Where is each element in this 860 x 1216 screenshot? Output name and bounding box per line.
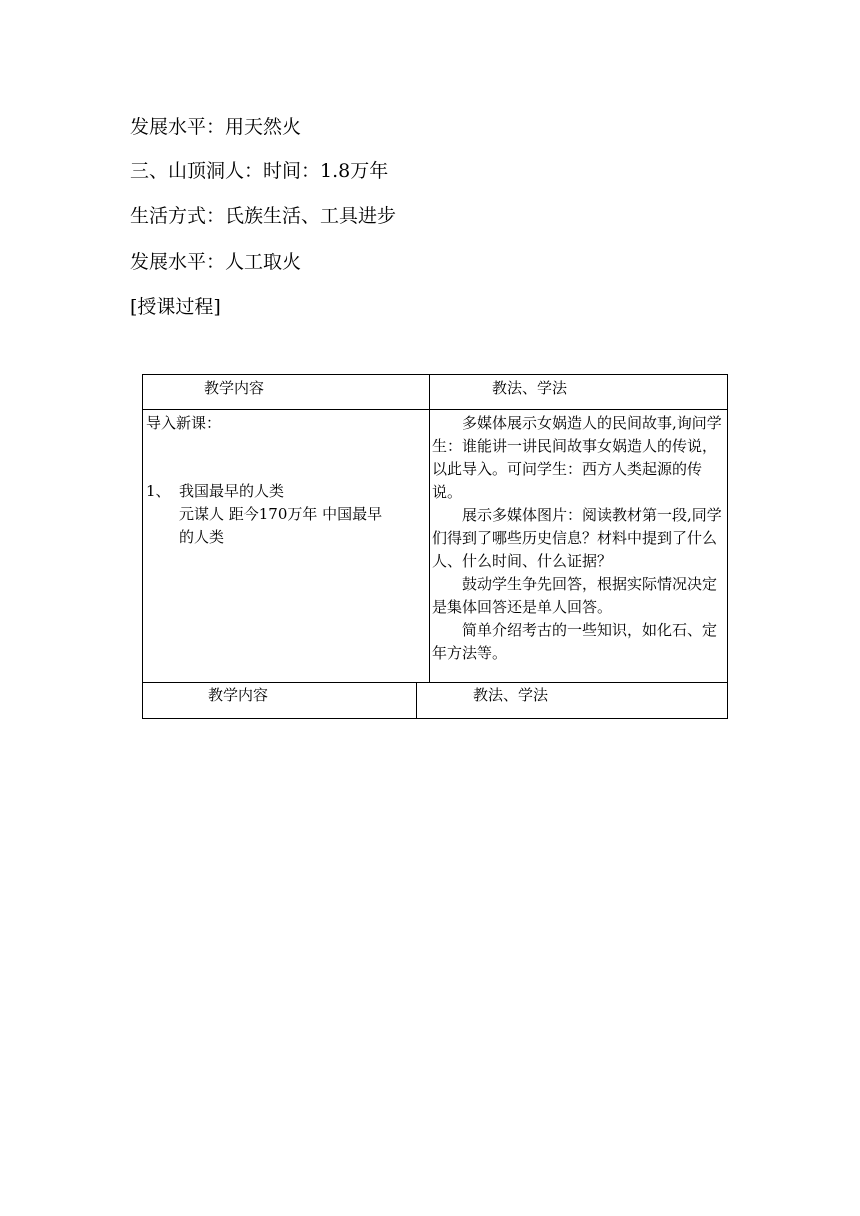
footer-teaching-methods: 教法、学法 bbox=[473, 686, 549, 704]
table-border-right bbox=[727, 374, 728, 719]
table-border-header-bottom bbox=[142, 409, 728, 410]
header-teaching-methods: 教法、学法 bbox=[492, 379, 568, 397]
item-title: 我国最早的人类 bbox=[179, 482, 285, 500]
table-border-row1-bottom bbox=[142, 682, 728, 683]
section-heading-teaching-process: [授课过程] bbox=[130, 296, 221, 318]
body-line-upper-cave-man: 三、山顶洞人：时间：1.8万年 bbox=[130, 160, 389, 182]
header-teaching-content: 教学内容 bbox=[204, 379, 265, 397]
table-divider-lower bbox=[416, 682, 417, 719]
item-number: 1、 bbox=[146, 482, 171, 500]
table-border-bottom bbox=[142, 718, 728, 719]
body-line-development-level-2: 发展水平：人工取火 bbox=[130, 251, 302, 273]
lesson-plan-table bbox=[142, 374, 728, 719]
body-line-development-level-1: 发展水平：用天然火 bbox=[130, 116, 302, 138]
body-line-lifestyle: 生活方式：氏族生活、工具进步 bbox=[130, 205, 397, 227]
method-paragraph-3: 鼓动学生争先回答，根据实际情况决定是集体回答还是单人回答。 bbox=[432, 575, 718, 616]
table-border-top bbox=[142, 374, 728, 375]
table-divider-upper bbox=[429, 374, 430, 683]
table-border-left bbox=[142, 374, 143, 719]
item-detail-line2: 的人类 bbox=[179, 528, 225, 546]
method-paragraph-2: 展示多媒体图片：阅读教材第一段,同学们得到了哪些历史信息？材料中提到了什么人、什么时间、什么证据？ bbox=[432, 506, 722, 570]
method-paragraph-4: 简单介绍考古的一些知识，如化石、定年方法等。 bbox=[432, 621, 718, 662]
footer-teaching-content: 教学内容 bbox=[208, 686, 269, 704]
method-paragraph-1: 多媒体展示女娲造人的民间故事,询问学生：谁能讲一讲民间故事女娲造人的传说，以此导入。可问学生：西方人类起源的传说。 bbox=[432, 414, 722, 501]
intro-label: 导入新课： bbox=[146, 414, 222, 432]
item-detail-line1: 元谋人 距今170万年 中国最早 bbox=[179, 505, 383, 523]
